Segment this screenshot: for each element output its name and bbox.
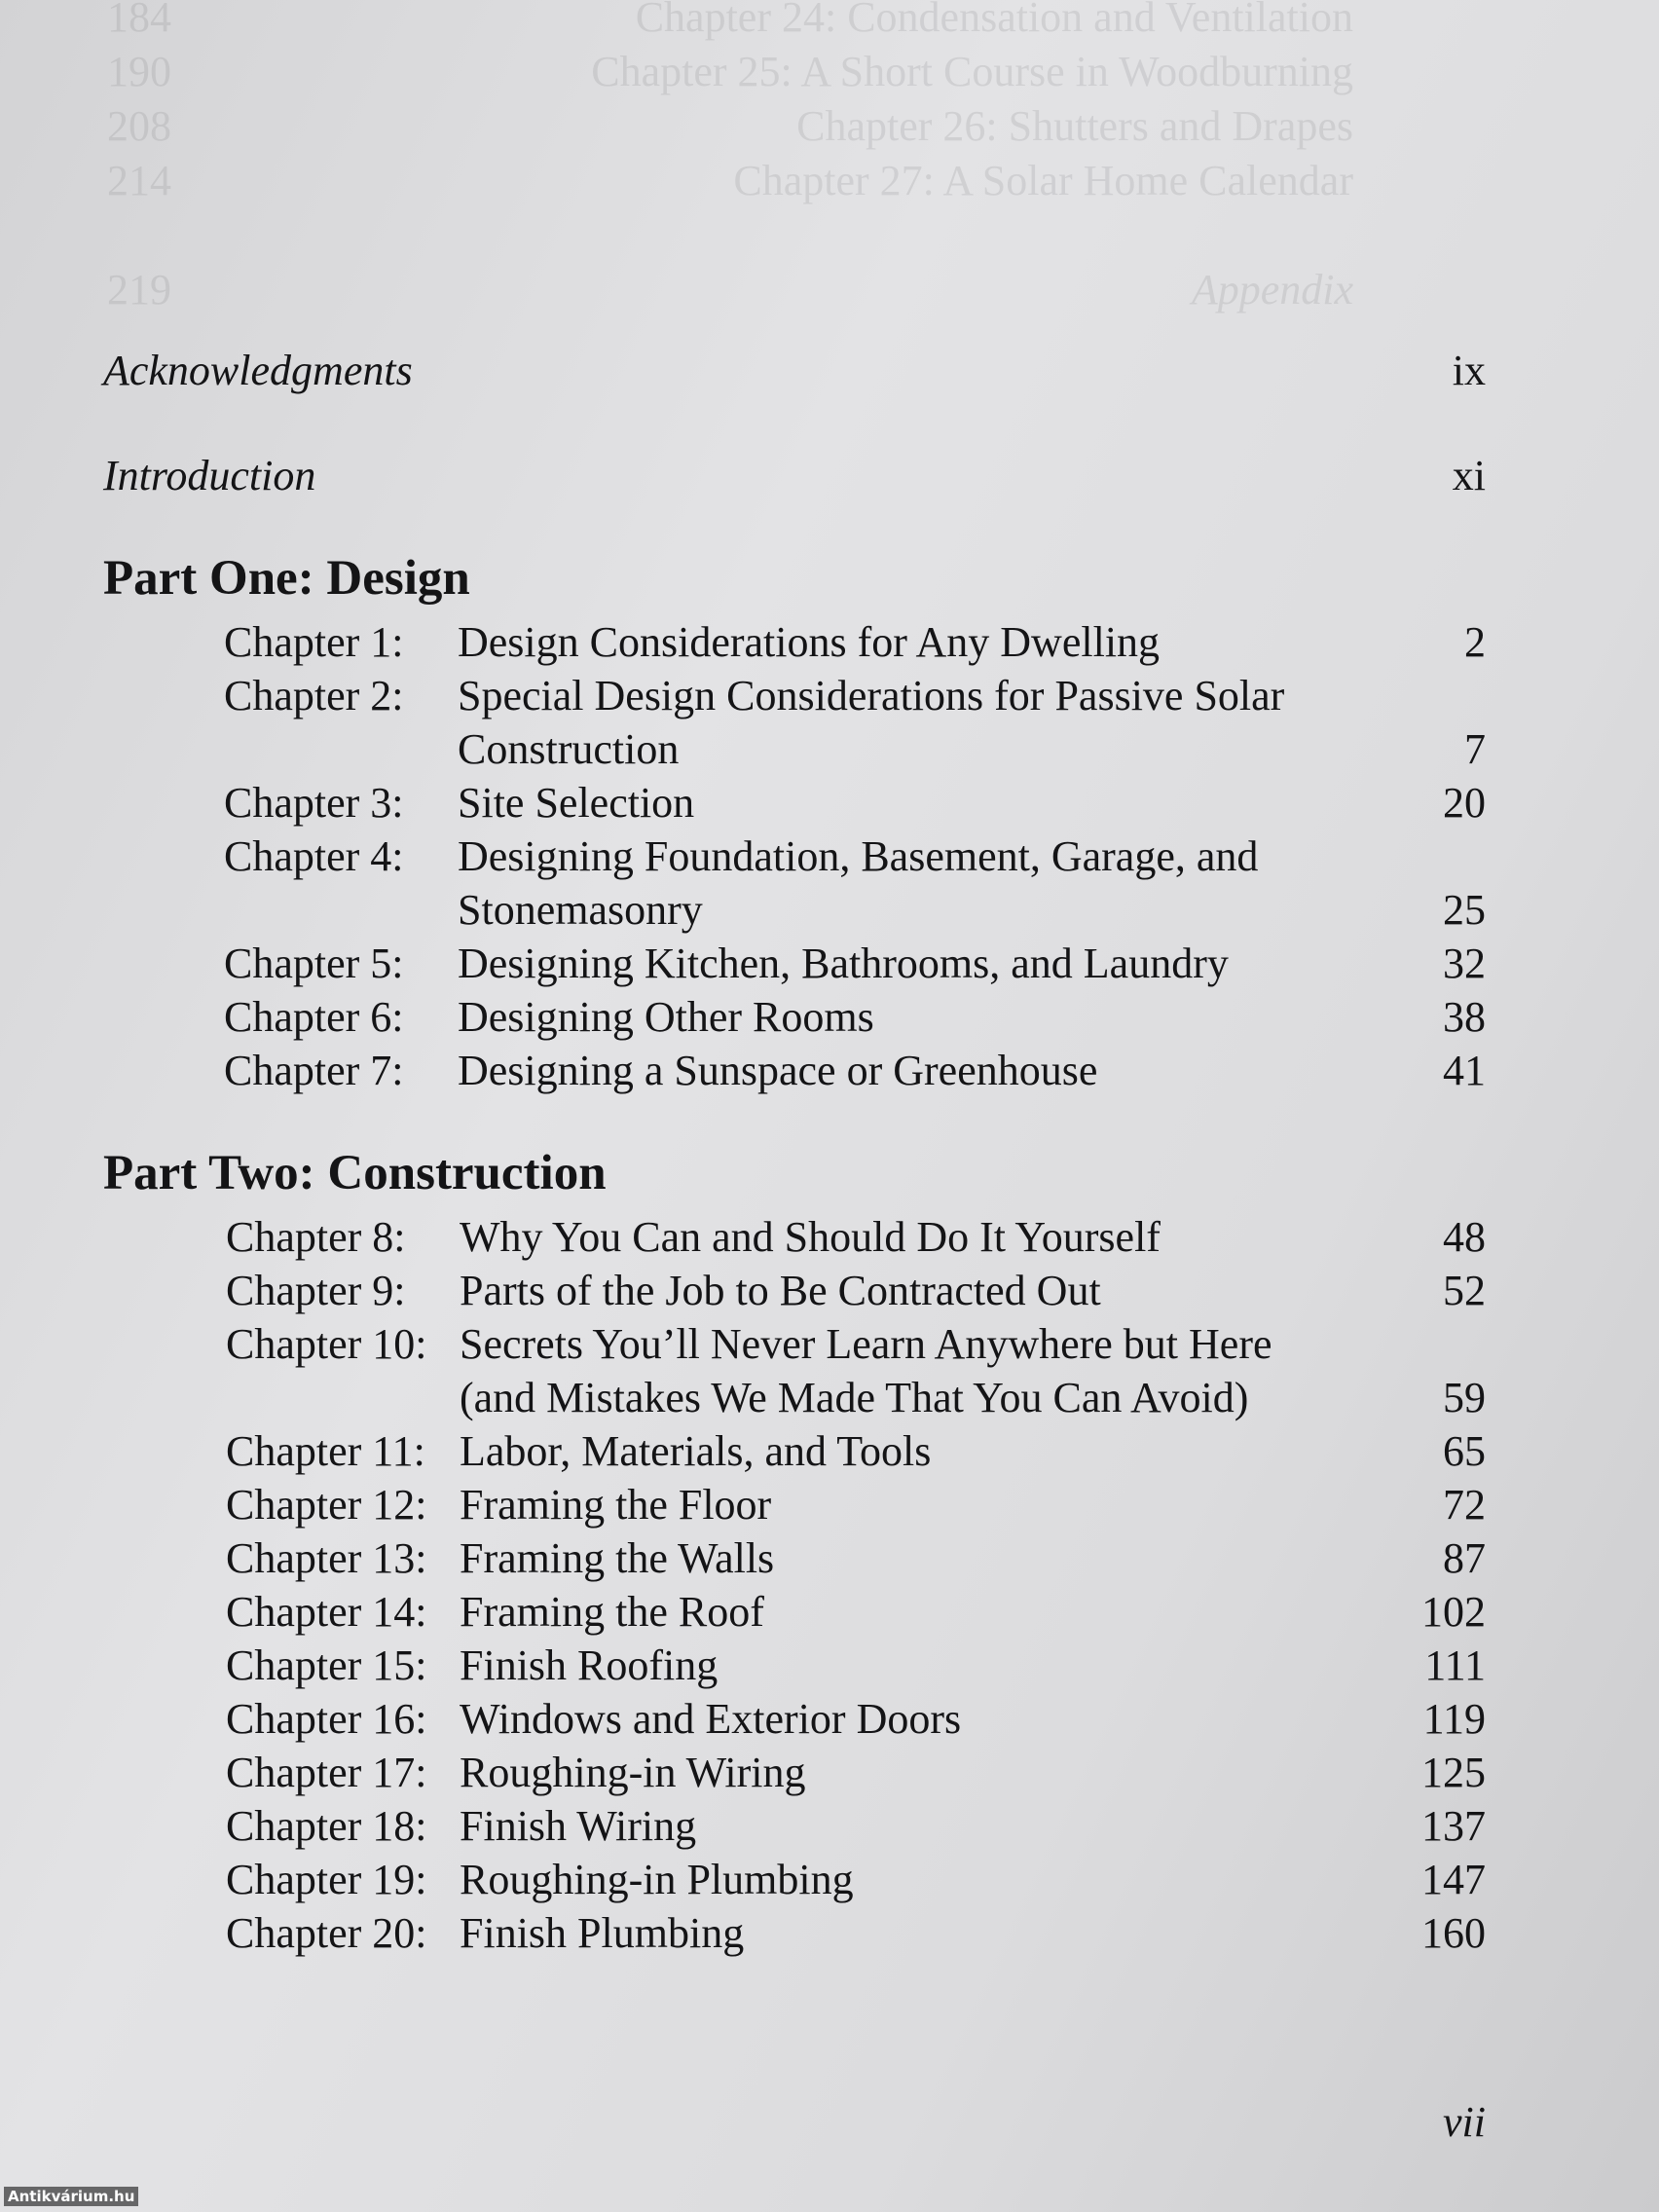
toc-entry xyxy=(226,1585,1486,1639)
ghost-line: Appendix 219 xyxy=(107,266,1353,313)
chapter-page: 147 xyxy=(1421,1856,1486,1903)
chapter-title: Finish Plumbing xyxy=(460,1909,745,1957)
toc-entry xyxy=(226,1639,1486,1692)
chapter-label: Chapter 5: xyxy=(224,940,404,987)
toc-entry xyxy=(224,615,1486,669)
front-matter-label: Introduction xyxy=(103,452,316,499)
ghost-line xyxy=(97,208,1558,263)
chapter-page: 72 xyxy=(1443,1481,1486,1529)
chapter-title: Site Selection xyxy=(458,779,695,827)
chapter-title: Finish Roofing xyxy=(460,1641,719,1689)
chapter-title: Secrets You’ll Never Learn Anywhere but Here (and Mistakes We Made That You Can Avoid) xyxy=(460,1320,1272,1421)
chapter-title: Finish Wiring xyxy=(460,1802,697,1850)
chapter-label: Chapter 4: xyxy=(224,832,404,880)
toc-entry xyxy=(224,990,1486,1044)
chapter-page: 48 xyxy=(1443,1213,1486,1261)
watermark: Antikvárium.hu xyxy=(4,2187,138,2206)
toc-entry xyxy=(226,1478,1486,1531)
chapter-page: 41 xyxy=(1443,1047,1486,1094)
chapter-title: Framing the Roof xyxy=(460,1588,764,1636)
toc-entry xyxy=(226,1799,1486,1853)
toc-entry xyxy=(226,1906,1486,1960)
chapter-title: Designing Other Rooms xyxy=(458,993,874,1041)
front-matter-introduction xyxy=(103,451,1486,505)
chapter-list-part-one xyxy=(224,615,1486,1097)
chapter-page: 102 xyxy=(1421,1588,1486,1636)
chapter-page: 52 xyxy=(1443,1267,1486,1314)
front-matter-label: Acknowledgments xyxy=(103,347,413,394)
chapter-label: Chapter 9: xyxy=(226,1267,406,1314)
chapter-title: Framing the Walls xyxy=(460,1534,775,1582)
chapter-page: 119 xyxy=(1422,1695,1486,1743)
toc-entry xyxy=(224,669,1486,776)
chapter-label: Chapter 3: xyxy=(224,779,404,827)
toc-entry xyxy=(224,776,1486,830)
chapter-page: 137 xyxy=(1421,1802,1486,1850)
toc-entry xyxy=(226,1853,1486,1906)
toc-entry xyxy=(226,1424,1486,1478)
chapter-label: Chapter 20: xyxy=(226,1909,427,1957)
chapter-title: Designing a Sunspace or Greenhouse xyxy=(458,1047,1098,1094)
chapter-label: Chapter 18: xyxy=(226,1802,427,1850)
chapter-label: Chapter 15: xyxy=(226,1641,427,1689)
page-number: vii xyxy=(1443,2098,1486,2146)
chapter-page: 38 xyxy=(1443,993,1486,1041)
toc-entry xyxy=(226,1531,1486,1585)
chapter-title: Framing the Floor xyxy=(460,1481,772,1529)
chapter-title: Design Considerations for Any Dwelling xyxy=(458,618,1161,666)
chapter-label: Chapter 17: xyxy=(226,1749,427,1796)
chapter-page: 59 xyxy=(1443,1374,1486,1421)
chapter-page: 125 xyxy=(1421,1749,1486,1796)
part-heading: Part Two: Construction xyxy=(103,1146,607,1200)
front-matter-page: ix xyxy=(1452,347,1486,394)
chapter-label: Chapter 8: xyxy=(226,1213,406,1261)
chapter-label: Chapter 11: xyxy=(226,1427,425,1475)
chapter-label: Chapter 2: xyxy=(224,672,404,719)
chapter-page: 111 xyxy=(1424,1641,1486,1689)
toc-entry xyxy=(226,1692,1486,1746)
front-matter-acknowledgments xyxy=(103,346,1486,400)
chapter-title: Designing Foundation, Basement, Garage, and Stonemasonry xyxy=(458,832,1259,934)
chapter-label: Chapter 1: xyxy=(224,618,404,666)
chapter-title: Labor, Materials, and Tools xyxy=(460,1427,932,1475)
chapter-label: Chapter 16: xyxy=(226,1695,427,1743)
toc-entry xyxy=(224,937,1486,990)
ghost-line: Chapter 26: Shutters and Drapes 208 xyxy=(107,102,1353,150)
chapter-title: Parts of the Job to Be Contracted Out xyxy=(460,1267,1101,1314)
ghost-line: Chapter 24: Condensation and Ventilation 184 xyxy=(107,0,1353,41)
chapter-label: Chapter 14: xyxy=(226,1588,427,1636)
chapter-title: Designing Kitchen, Bathrooms, and Laundry xyxy=(458,940,1229,987)
chapter-page: 20 xyxy=(1443,779,1486,827)
chapter-label: Chapter 10: xyxy=(226,1320,427,1368)
part-heading: Part One: Design xyxy=(103,551,470,606)
chapter-title: Special Design Considerations for Passive Solar Construction xyxy=(458,672,1285,773)
chapter-label: Chapter 13: xyxy=(226,1534,427,1582)
chapter-page: 32 xyxy=(1443,940,1486,987)
chapter-page: 7 xyxy=(1464,725,1486,773)
toc-entry xyxy=(224,1044,1486,1097)
chapter-page: 25 xyxy=(1443,886,1486,934)
chapter-label: Chapter 12: xyxy=(226,1481,427,1529)
toc-entry xyxy=(226,1210,1486,1264)
show-through-text xyxy=(97,0,1558,317)
chapter-page: 87 xyxy=(1443,1534,1486,1582)
chapter-label: Chapter 19: xyxy=(226,1856,427,1903)
chapter-title: Windows and Exterior Doors xyxy=(460,1695,962,1743)
chapter-list-part-two xyxy=(226,1210,1486,1960)
toc-entry xyxy=(226,1264,1486,1317)
chapter-page: 65 xyxy=(1443,1427,1486,1475)
chapter-title: Roughing-in Wiring xyxy=(460,1749,806,1796)
chapter-label: Chapter 7: xyxy=(224,1047,404,1094)
toc-entry xyxy=(226,1317,1486,1424)
ghost-line: Chapter 25: A Short Course in Woodburning 190 xyxy=(107,48,1353,95)
toc-entry xyxy=(226,1746,1486,1799)
toc-entry xyxy=(224,830,1486,937)
chapter-page: 160 xyxy=(1421,1909,1486,1957)
chapter-page: 2 xyxy=(1464,618,1486,666)
chapter-title: Roughing-in Plumbing xyxy=(460,1856,854,1903)
front-matter-page: xi xyxy=(1452,452,1486,499)
chapter-title: Why You Can and Should Do It Yourself xyxy=(460,1213,1161,1261)
chapter-label: Chapter 6: xyxy=(224,993,404,1041)
ghost-line: Chapter 27: A Solar Home Calendar 214 xyxy=(107,157,1353,204)
